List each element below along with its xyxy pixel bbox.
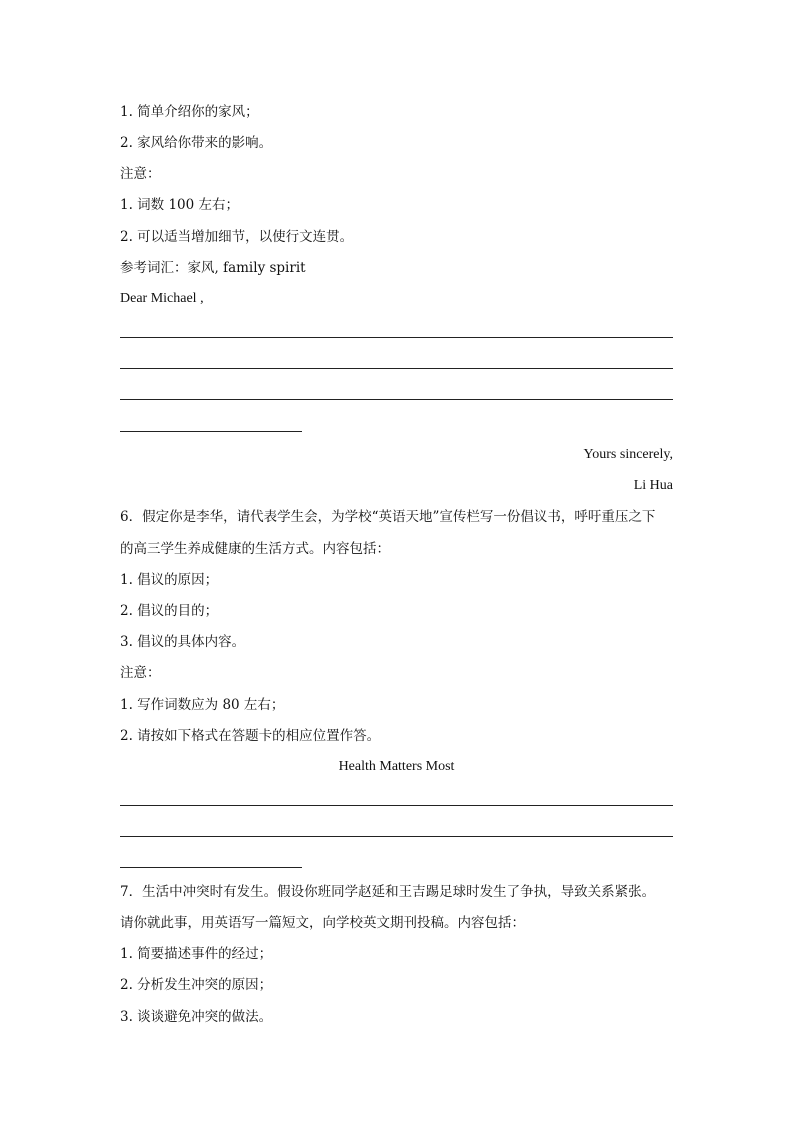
question-7-item-1: 1. 简要描述事件的经过； bbox=[120, 946, 273, 962]
letter-signature: Li Hua bbox=[633, 478, 673, 493]
letter-salutation: Dear Michael , bbox=[120, 291, 204, 306]
answer-line bbox=[120, 836, 673, 837]
essay-title: Health Matters Most bbox=[338, 759, 455, 774]
question-6-prompt-line-1: 6．假定你是李华，请代表学生会，为学校“英语天地”宣传栏写一份倡议书，呼吁重压之下 bbox=[120, 509, 656, 525]
answer-line bbox=[120, 368, 673, 369]
question-7-item-3: 3. 谈谈避免冲突的做法。 bbox=[120, 1009, 273, 1025]
vocabulary-hint: 参考词汇：家风, family spirit bbox=[120, 260, 306, 276]
answer-line bbox=[120, 337, 673, 338]
question-7-prompt-line-2: 请你就此事，用英语写一篇短文，向学校英文期刊投稿。内容包括： bbox=[120, 915, 525, 931]
question-6-note-2: 2. 请按如下格式在答题卡的相应位置作答。 bbox=[120, 728, 381, 744]
question-6-item-1: 1. 倡议的原因； bbox=[120, 572, 219, 588]
question-6-item-3: 3. 倡议的具体内容。 bbox=[120, 634, 246, 650]
question-7-prompt-line-1: 7．生活中冲突时有发生。假设你班同学赵延和王吉踢足球时发生了争执，导致关系紧张。 bbox=[120, 884, 656, 900]
letter-closing: Yours sincerely, bbox=[583, 447, 673, 462]
question-6-note-label: 注意： bbox=[120, 665, 161, 681]
question-6-item-2: 2. 倡议的目的； bbox=[120, 603, 219, 619]
answer-line bbox=[120, 805, 673, 806]
requirement-item-1: 1. 简单介绍你的家风； bbox=[120, 104, 259, 120]
question-6-prompt-line-2: 的高三学生养成健康的生活方式。内容包括： bbox=[120, 541, 390, 557]
note-item-2: 2. 可以适当增加细节，以使行文连贯。 bbox=[120, 229, 354, 245]
question-7-item-2: 2. 分析发生冲突的原因； bbox=[120, 977, 273, 993]
note-item-1: 1. 词数 100 左右； bbox=[120, 197, 240, 213]
answer-line bbox=[120, 399, 673, 400]
answer-line-short bbox=[120, 431, 302, 432]
question-6-note-1: 1. 写作词数应为 80 左右； bbox=[120, 697, 285, 713]
answer-line-short bbox=[120, 867, 302, 868]
note-label: 注意： bbox=[120, 166, 161, 182]
requirement-item-2: 2. 家风给你带来的影响。 bbox=[120, 135, 273, 151]
